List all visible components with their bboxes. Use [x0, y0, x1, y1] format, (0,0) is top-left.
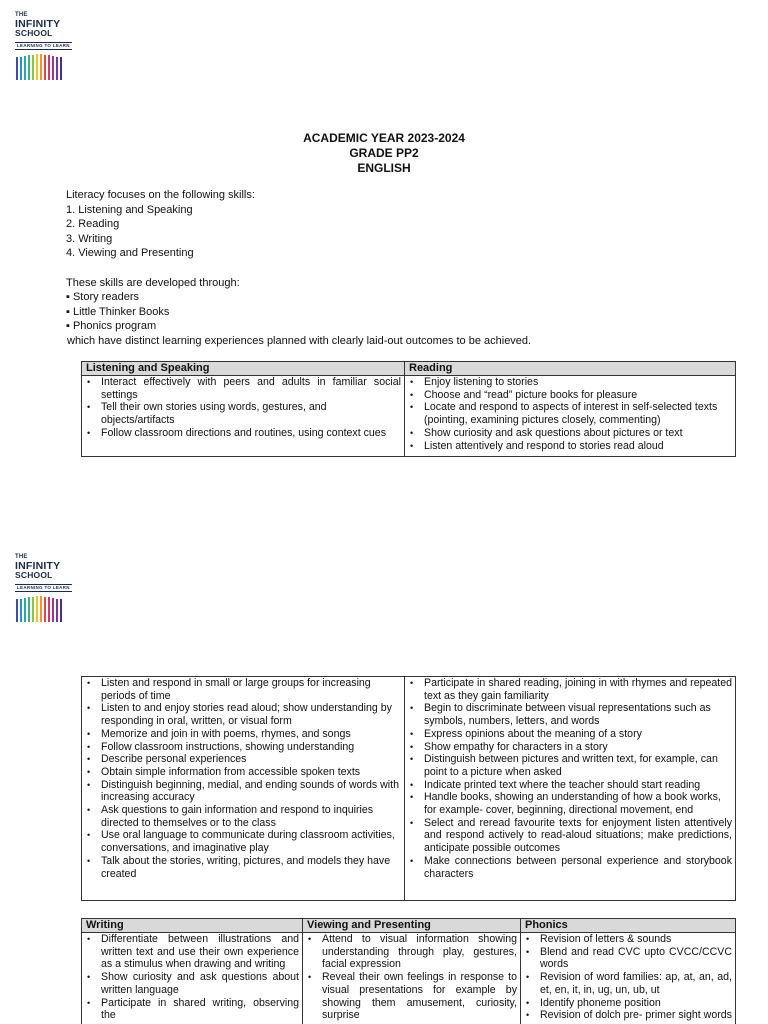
list-item: • Participate in shared reading, joining in with rhymes and repeated text as they gain familiarity: [405, 677, 732, 702]
logo-bar: [24, 56, 26, 80]
skill-item: 4. Viewing and Presenting: [66, 247, 194, 260]
logo-line-2: INFINITY: [15, 560, 61, 572]
list-item: • Obtain simple information from accessible spoken texts: [82, 766, 401, 779]
list-item: • Locate and respond to aspects of interest in self-selected texts (pointing, examining pictures closely, commenting): [405, 401, 732, 426]
list-item: • Blend and read CVC upto CVCC/CCVC words: [521, 946, 732, 971]
header-listening-speaking: Listening and Speaking: [82, 362, 405, 376]
header-viewing-presenting: Viewing and Presenting: [303, 919, 521, 933]
list-item: • Listen attentively and respond to stories read aloud: [405, 440, 732, 453]
skill-item: 3. Writing: [66, 232, 113, 245]
skill-item: 1. Listening and Speaking: [66, 203, 193, 216]
rainbow-bars-icon: [15, 595, 65, 623]
logo-bar: [24, 598, 26, 622]
resource-item: ▪ Phonics program: [66, 320, 157, 333]
logo-bar: [20, 57, 22, 80]
skills-table-1: [81, 361, 736, 457]
list-item: • Differentiate between illustrations and written text and use their own experience as a stimulus when drawing and writing: [82, 933, 299, 971]
school-logo: [15, 12, 75, 81]
resource-item: ▪ Little Thinker Books: [66, 305, 170, 318]
intro-section: [66, 188, 531, 349]
header-phonics: Phonics: [521, 919, 736, 933]
rainbow-bars-icon: [15, 53, 65, 81]
list-item: • Show curiosity and ask questions about pictures or text: [405, 427, 732, 440]
list-item: • Indicate printed text where the teacher should start reading: [405, 779, 732, 792]
logo-tagline: LEARNING TO LEARN: [17, 43, 70, 48]
list-item: • Follow classroom instructions, showing understanding: [82, 741, 401, 754]
list-item: • Talk about the stories, writing, pictures, and models they have created: [82, 855, 401, 880]
list-item: • Use oral language to communicate during classroom activities, conversations, and imaginative play: [82, 829, 401, 854]
list-item: • Tell their own stories using words, gestures, and objects/artifacts: [82, 401, 401, 426]
heading-grade: GRADE PP2: [349, 146, 419, 160]
logo-bar: [48, 597, 50, 622]
list-item: • Participate in shared writing, observing the: [82, 997, 299, 1022]
phonics-cell: [521, 933, 736, 1024]
logo-bar: [20, 599, 22, 622]
logo-bar: [56, 599, 58, 622]
list-item: • Distinguish between pictures and written text, for example, can point to a picture when asked: [405, 753, 732, 778]
header-writing: Writing: [82, 919, 303, 933]
list-item: • Listen to and enjoy stories read aloud; show understanding by responding in oral, written, or visual form: [82, 702, 401, 727]
list-item: • Show empathy for characters in a story: [405, 741, 732, 754]
listening-speaking-continued-cell: [82, 677, 405, 901]
resource-item: ▪ Story readers: [66, 291, 139, 304]
list-item: • Express opinions about the meaning of a story: [405, 728, 732, 741]
logo-line-1: THE: [15, 554, 28, 560]
list-item: • Listen and respond in small or large groups for increasing periods of time: [82, 677, 401, 702]
viewing-presenting-cell: [303, 933, 521, 1024]
list-item: • Describe personal experiences: [82, 753, 401, 766]
list-item: • Follow classroom directions and routines, using context cues: [82, 427, 401, 440]
list-item: • Memorize and join in with poems, rhymes, and songs: [82, 728, 401, 741]
list-item: • Enjoy listening to stories: [405, 376, 732, 389]
heading-subject: ENGLISH: [357, 161, 411, 175]
page-heading: [0, 131, 768, 176]
list-item: • Reveal their own feelings in response to visual presentations for example by showing them amusement, curiosity, surprise: [303, 971, 517, 1022]
logo-tagline: LEARNING TO LEARN: [17, 585, 70, 590]
closing-text: which have distinct learning experiences planned with clearly laid-out outcomes to be achieved.: [67, 334, 532, 347]
list-item: • Begin to discriminate between visual representations such as symbols, numbers, letters, and words: [405, 702, 732, 727]
header-reading: Reading: [405, 362, 736, 376]
logo-bar: [36, 54, 38, 80]
logo-bar: [40, 54, 42, 80]
skill-item: 2. Reading: [66, 218, 120, 231]
logo-line-1: THE: [15, 12, 28, 18]
logo-bar: [32, 55, 34, 80]
developed-text: These skills are developed through:: [66, 276, 240, 289]
skills-table-3: [81, 918, 736, 1024]
list-item: • Attend to visual information showing understanding through play, gestures, facial expression: [303, 933, 517, 971]
logo-bar: [36, 596, 38, 622]
list-item: • Distinguish beginning, medial, and ending sounds of words with increasing accuracy: [82, 779, 401, 804]
list-item: • Handle books, showing an understanding of how a book works, for example- cover, beginning, directional movement, end: [405, 791, 732, 816]
listening-speaking-cell: [82, 376, 405, 457]
list-item: • Interact effectively with peers and adults in familiar social settings: [82, 376, 401, 401]
list-item: • Revision of word families: ap, at, an, ad, et, en, it, in, ug, un, ub, ut: [521, 971, 732, 996]
logo-bar: [48, 55, 50, 80]
logo-bar: [32, 597, 34, 622]
heading-year: ACADEMIC YEAR 2023-2024: [303, 131, 465, 145]
skills-table-2: [81, 676, 736, 901]
logo-bar: [52, 56, 54, 80]
logo-bar: [40, 596, 42, 622]
logo-line-2: INFINITY: [15, 18, 61, 30]
list-item: • Choose and “read” picture books for pleasure: [405, 389, 732, 402]
logo-bar: [16, 599, 18, 622]
logo-bar: [16, 57, 18, 80]
logo-bar: [44, 55, 46, 80]
list-item: • Revision of letters & sounds: [521, 933, 732, 946]
reading-cell: [405, 376, 736, 457]
reading-continued-cell: [405, 677, 736, 901]
list-item: • Identify phoneme position: [521, 997, 732, 1010]
logo-bar: [56, 57, 58, 80]
writing-cell: [82, 933, 303, 1024]
list-item: • Ask questions to gain information and respond to inquiries directed to themselves or to the class: [82, 804, 401, 829]
logo-line-3: SCHOOL: [15, 28, 53, 38]
list-item: • Make connections between personal experience and storybook characters: [405, 855, 732, 880]
school-logo: [15, 554, 75, 623]
list-item: • Select and reread favourite texts for enjoyment listen attentively and respond actively to read-aloud situations; make predictions, anticipate possible outcomes: [405, 817, 732, 855]
list-item: • Revision of dolch pre- primer sight words: [521, 1009, 732, 1022]
logo-bar: [60, 599, 62, 622]
logo-bar: [44, 597, 46, 622]
logo-bar: [28, 55, 30, 80]
logo-line-3: SCHOOL: [15, 570, 53, 580]
logo-bar: [28, 597, 30, 622]
logo-bar: [60, 57, 62, 80]
list-item: • Show curiosity and ask questions about written language: [82, 971, 299, 996]
focus-text: Literacy focuses on the following skills:: [66, 189, 255, 201]
logo-bar: [52, 598, 54, 622]
